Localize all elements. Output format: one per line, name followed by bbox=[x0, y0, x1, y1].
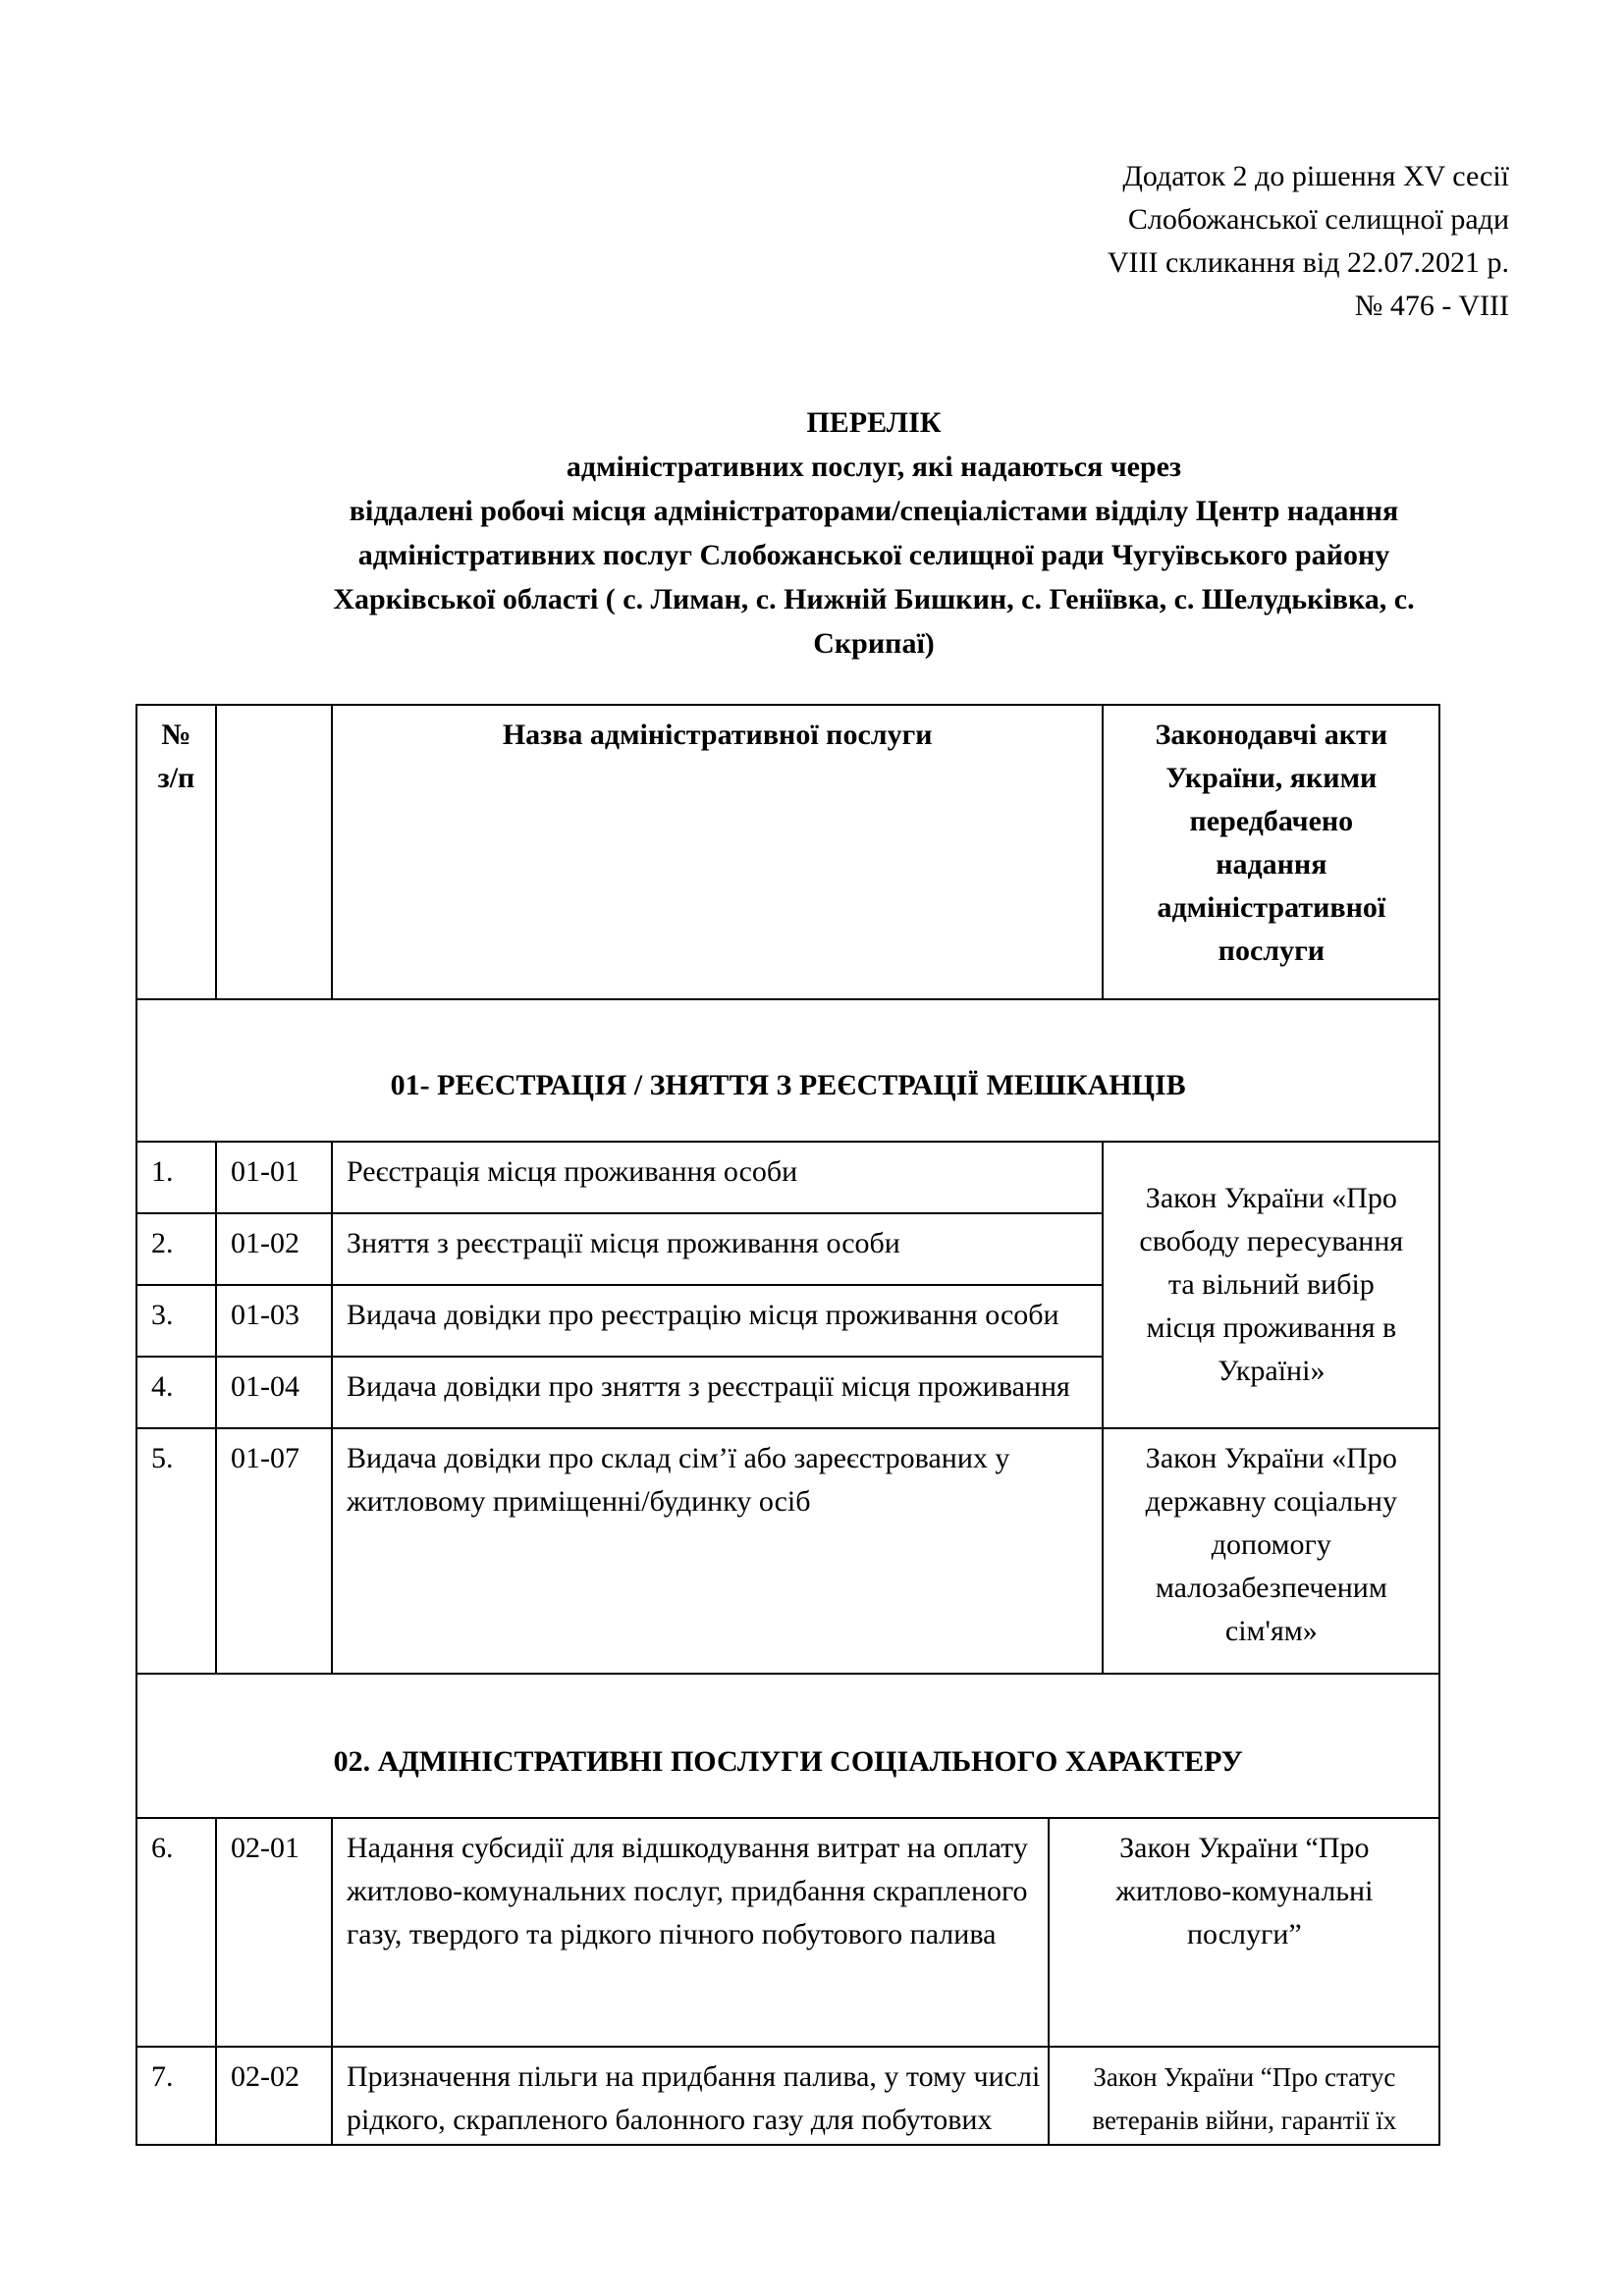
legislation-line: державну соціальну bbox=[1145, 1485, 1397, 1518]
row-number: 6. bbox=[136, 1818, 216, 2047]
service-name: Видача довідки про зняття з реєстрації місця проживання bbox=[332, 1357, 1103, 1428]
title-line: віддалені робочі місця адміністраторами/спеціалістами відділу Центр надання bbox=[349, 495, 1399, 527]
service-code: 01-01 bbox=[216, 1142, 332, 1213]
service-name: Реєстрація місця проживання особи bbox=[332, 1142, 1103, 1213]
service-name: Зняття з реєстрації місця проживання особи bbox=[332, 1213, 1103, 1285]
title-line: Скрипаї) bbox=[813, 627, 935, 660]
annex-reference bbox=[1108, 155, 1509, 328]
table-row bbox=[136, 2047, 1439, 2145]
section-heading: 02. АДМІНІСТРАТИВНІ ПОСЛУГИ СОЦІАЛЬНОГО ХАРАКТЕРУ bbox=[136, 1674, 1439, 1818]
legislation-line: Закон України “Про статус bbox=[1093, 2062, 1396, 2092]
header-legislation-line: передбачено bbox=[1189, 805, 1354, 837]
table-header-row bbox=[136, 705, 1439, 999]
service-code: 01-03 bbox=[216, 1285, 332, 1357]
section-heading: 01- РЕЄСТРАЦІЯ / ЗНЯТТЯ З РЕЄСТРАЦІЇ МЕШКАНЦІВ bbox=[136, 999, 1439, 1142]
service-name-line: газу, твердого та рідкого пічного побутового палива bbox=[347, 1918, 997, 1950]
title-line: адміністративних послуг Слобожанської селищної ради Чугуївського району bbox=[357, 539, 1390, 571]
service-code: 01-02 bbox=[216, 1213, 332, 1285]
service-code: 02-02 bbox=[216, 2047, 332, 2145]
service-name bbox=[332, 1818, 1049, 2047]
section-row bbox=[136, 1674, 1439, 1818]
service-name bbox=[332, 1428, 1103, 1674]
header-code bbox=[216, 705, 332, 999]
services-table bbox=[135, 704, 1440, 2146]
row-number: 1. bbox=[136, 1142, 216, 1213]
row-number: 4. bbox=[136, 1357, 216, 1428]
service-name-line: житлово-комунальних послуг, придбання скрапленого bbox=[347, 1875, 1028, 1907]
legislation-line: Україні» bbox=[1218, 1355, 1326, 1387]
header-legislation-line: Законодавчі акти bbox=[1155, 719, 1388, 751]
document-title bbox=[216, 400, 1532, 666]
service-name-line: рідкого, скрапленого балонного газу для побутових bbox=[347, 2104, 993, 2136]
service-code: 01-07 bbox=[216, 1428, 332, 1674]
header-legislation bbox=[1103, 705, 1439, 999]
header-number-line: № bbox=[161, 719, 191, 751]
header-legislation-line: послуги bbox=[1218, 934, 1325, 967]
annex-line: № 476 - VIII bbox=[1354, 290, 1509, 322]
header-legislation-line: надання bbox=[1216, 848, 1327, 881]
row-number: 7. bbox=[136, 2047, 216, 2145]
legislation-line: ветеранів війни, гарантії їх bbox=[1092, 2106, 1397, 2135]
row-number: 5. bbox=[136, 1428, 216, 1674]
legislation-line: свободу пересування bbox=[1139, 1225, 1404, 1257]
legislation-line: малозабезпеченим bbox=[1155, 1572, 1387, 1604]
service-name-line: Надання субсидії для відшкодування витрат на оплату bbox=[347, 1832, 1028, 1864]
service-name-line: Видача довідки про склад сім’ї або зареєстрованих у bbox=[347, 1442, 1010, 1474]
header-legislation-line: адміністративної bbox=[1157, 891, 1386, 924]
table-row bbox=[136, 1818, 1439, 2047]
title-line: ПЕРЕЛІК bbox=[806, 406, 942, 439]
service-name: Видача довідки про реєстрацію місця проживання особи bbox=[332, 1285, 1103, 1357]
section-row bbox=[136, 999, 1439, 1142]
legislation-line: сім'ям» bbox=[1224, 1615, 1318, 1647]
header-service-name-text: Назва адміністративної послуги bbox=[502, 719, 933, 751]
annex-line: Слобожанської селищної ради bbox=[1127, 203, 1509, 236]
legislation-line: Закон України «Про bbox=[1145, 1182, 1397, 1214]
legislation bbox=[1049, 1818, 1439, 2047]
service-name bbox=[332, 2047, 1049, 2145]
annex-line: Додаток 2 до рішення XV сесії bbox=[1122, 160, 1509, 192]
legislation-line: та вільний вибір bbox=[1167, 1268, 1375, 1301]
table-row bbox=[136, 1428, 1439, 1674]
legislation-line: допомогу bbox=[1211, 1528, 1331, 1561]
row-number: 2. bbox=[136, 1213, 216, 1285]
annex-line: VIII скликання від 22.07.2021 р. bbox=[1107, 246, 1509, 279]
legislation bbox=[1049, 2047, 1439, 2145]
header-service-name bbox=[332, 705, 1103, 999]
title-line: Харківської області ( с. Лиман, с. Нижній Бишкин, с. Геніївка, с. Шелудьківка, с. bbox=[333, 583, 1415, 615]
legislation-line: житлово-комунальні bbox=[1115, 1875, 1374, 1907]
legislation-line: місця проживання в bbox=[1146, 1311, 1397, 1344]
legislation-line: Закон України “Про bbox=[1119, 1832, 1370, 1864]
header-number bbox=[136, 705, 216, 999]
legislation-line: послуги” bbox=[1186, 1918, 1302, 1950]
service-name-line: Призначення пільги на придбання палива, у тому числі bbox=[347, 2060, 1041, 2093]
legislation bbox=[1103, 1142, 1439, 1428]
row-number: 3. bbox=[136, 1285, 216, 1357]
legislation-line: Закон України «Про bbox=[1145, 1442, 1397, 1474]
service-name-line: житловому приміщенні/будинку осіб bbox=[347, 1485, 811, 1518]
header-legislation-line: України, якими bbox=[1165, 762, 1378, 794]
table-row bbox=[136, 1142, 1439, 1213]
service-code: 01-04 bbox=[216, 1357, 332, 1428]
title-line: адміністративних послуг, які надаються через bbox=[566, 451, 1182, 483]
header-number-line: з/п bbox=[157, 762, 195, 794]
legislation bbox=[1103, 1428, 1439, 1674]
service-code: 02-01 bbox=[216, 1818, 332, 2047]
